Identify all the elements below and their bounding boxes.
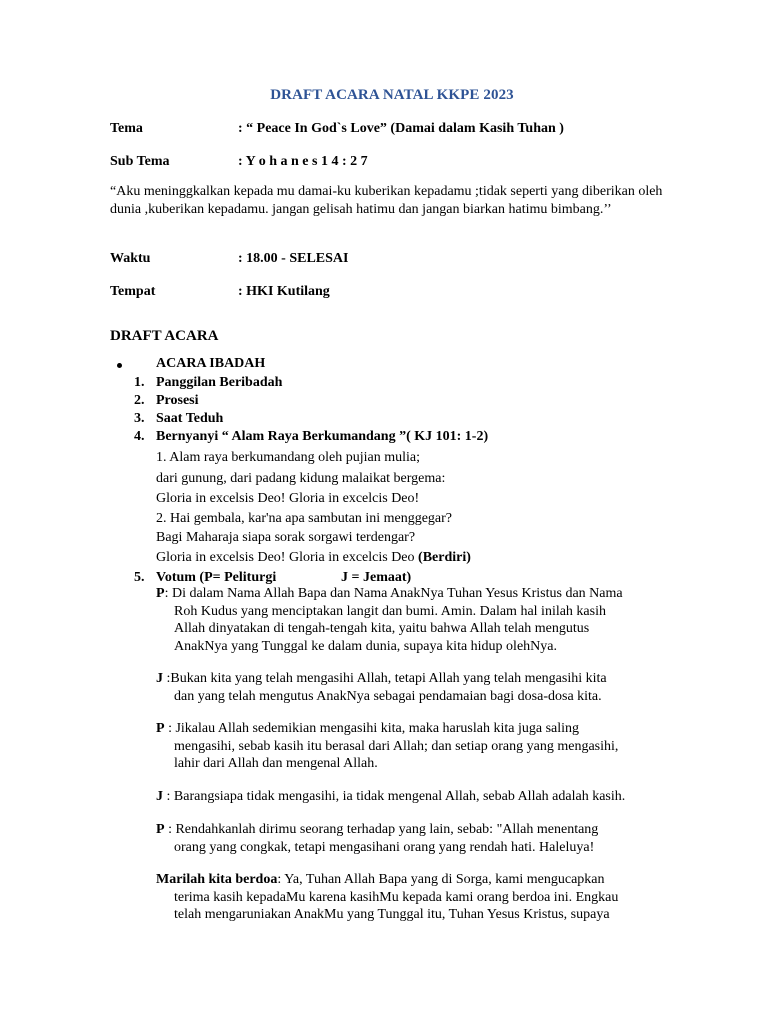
liturgy-paragraph <box>156 871 686 924</box>
liturgy-line: mengasihi, sebab kasih itu berasal dari Allah; dan setiap orang yang mengasihi, <box>174 738 619 754</box>
liturgy-first-line: Bukan kita yang telah mengasihi Allah, tetapi Allah yang telah mengasihi kita <box>170 671 607 686</box>
draft-acara-heading: DRAFT ACARA <box>110 328 219 344</box>
hymn-line: Bagi Maharaja siapa sorak sorgawi terdengar? <box>156 530 416 545</box>
item-votum-jemaat: J = Jemaat) <box>341 570 412 585</box>
liturgy-paragraph <box>156 585 686 655</box>
speaker: P <box>156 721 165 736</box>
liturgy-paragraph <box>156 788 686 806</box>
speaker: J <box>156 671 163 686</box>
hymn-line-text: Gloria in excelsis Deo! Gloria in excelcis Deo <box>156 550 415 565</box>
tema-value: : “ Peace In God`s Love” (Damai dalam Kasih Tuhan ) <box>238 121 564 136</box>
speaker: P <box>156 822 165 837</box>
liturgy-first-line: Rendahkanlah dirimu seorang terhadap yang lain, sebab: "Allah menentang <box>175 822 599 837</box>
hymn-line: 1. Alam raya berkumandang oleh pujian mulia; <box>156 450 420 465</box>
hymn-line: 2. Hai gembala, kar'na apa sambutan ini menggegar? <box>156 511 453 526</box>
liturgy-line: orang yang congkak, tetapi mengasihani orang yang rendah hati. Haleluya! <box>174 839 595 855</box>
waktu-value: : 18.00 - SELESAI <box>238 251 349 266</box>
hymn-line-last <box>156 550 471 566</box>
liturgy-line: terima kasih kepadaMu karena kasihMu kepada kami orang berdoa ini. Engkau <box>174 889 619 905</box>
item-number: 1. <box>134 375 145 390</box>
item-prosesi: Prosesi <box>156 393 199 408</box>
speaker-sep: : <box>164 721 176 736</box>
waktu-label: Waktu <box>110 251 151 266</box>
liturgy-line: lahir dari Allah dan mengenal Allah. <box>174 756 378 771</box>
speaker: J <box>156 789 163 804</box>
speaker-sep: : <box>163 789 174 804</box>
liturgy-line: AnakNya yang Tunggal ke dalam dunia, supaya kita hidup olehNya. <box>174 638 557 654</box>
tempat-label: Tempat <box>110 284 156 299</box>
liturgy-paragraph <box>156 720 686 773</box>
liturgy-line: dan yang telah mengutus AnakNya sebagai pendamaian bagi dosa-dosa kita. <box>174 688 602 704</box>
liturgy-first-line: Jikalau Allah sedemikian mengasihi kita, maka haruslah kita juga saling <box>175 721 580 736</box>
speaker-sep: : <box>164 822 176 837</box>
speaker-sep: : <box>163 671 171 686</box>
liturgy-first-line: Di dalam Nama Allah Bapa dan Nama AnakNya Tuhan Yesus Kristus dan Nama <box>171 586 623 601</box>
tema-label: Tema <box>110 121 143 136</box>
liturgy-first-line: Ya, Tuhan Allah Bapa yang di Sorga, kami mengucapkan <box>284 872 605 887</box>
liturgy-paragraph <box>156 821 686 856</box>
liturgy-paragraph <box>156 670 686 705</box>
item-saat-teduh: Saat Teduh <box>156 411 224 426</box>
item-number: 5. <box>134 570 145 585</box>
item-bernyanyi: Bernyanyi “ Alam Raya Berkumandang ”( KJ 101: 1-2) <box>156 429 489 444</box>
liturgy-line: Allah dinyatakan di tengah-tengah kita, yaitu bahwa Allah telah mengutus <box>174 621 590 636</box>
speaker: P <box>156 586 165 601</box>
item-number: 2. <box>134 393 145 408</box>
hymn-line: Gloria in excelsis Deo! Gloria in excelcis Deo! <box>156 491 420 506</box>
speaker-sep: : <box>164 586 172 601</box>
liturgy-first-line: Barangsiapa tidak mengasihi, ia tidak mengenal Allah, sebab Allah adalah kasih. <box>173 789 626 804</box>
berdiri-note: (Berdiri) <box>418 550 471 565</box>
subtema-label: Sub Tema <box>110 154 170 169</box>
item-number: 3. <box>134 411 145 426</box>
tempat-value: : HKI Kutilang <box>238 284 330 299</box>
item-votum: Votum (P= Peliturgi <box>156 570 277 585</box>
speaker: Marilah kita berdoa <box>156 872 278 887</box>
bible-quote: “Aku meninggkalkan kepada mu damai-ku kuberikan kepadamu ;tidak seperti yang diberikan oleh dunia ,kuberikan kepadamu. jangan gelisah hatimu dan jangan biarkan hatimu bimbang.’’ <box>110 184 663 217</box>
item-panggilan: Panggilan Beribadah <box>156 375 283 390</box>
hymn-line: dari gunung, dari padang kidung malaikat bergema: <box>156 471 446 486</box>
liturgy-line: Roh Kudus yang menciptakan langit dan bumi. Amin. Dalam hal inilah kasih <box>174 603 606 619</box>
bullet-icon <box>117 363 122 368</box>
liturgy-line: telah mengaruniakan AnakMu yang Tunggal itu, Tuhan Yesus Kristus, supaya <box>174 907 610 922</box>
subtema-value: : Y o h a n e s 1 4 : 2 7 <box>238 154 368 169</box>
document-title: DRAFT ACARA NATAL KKPE 2023 <box>270 87 514 103</box>
item-number: 4. <box>134 429 145 444</box>
acara-ibadah-item: ACARA IBADAH <box>156 356 266 371</box>
speaker-sep: : <box>277 872 285 887</box>
